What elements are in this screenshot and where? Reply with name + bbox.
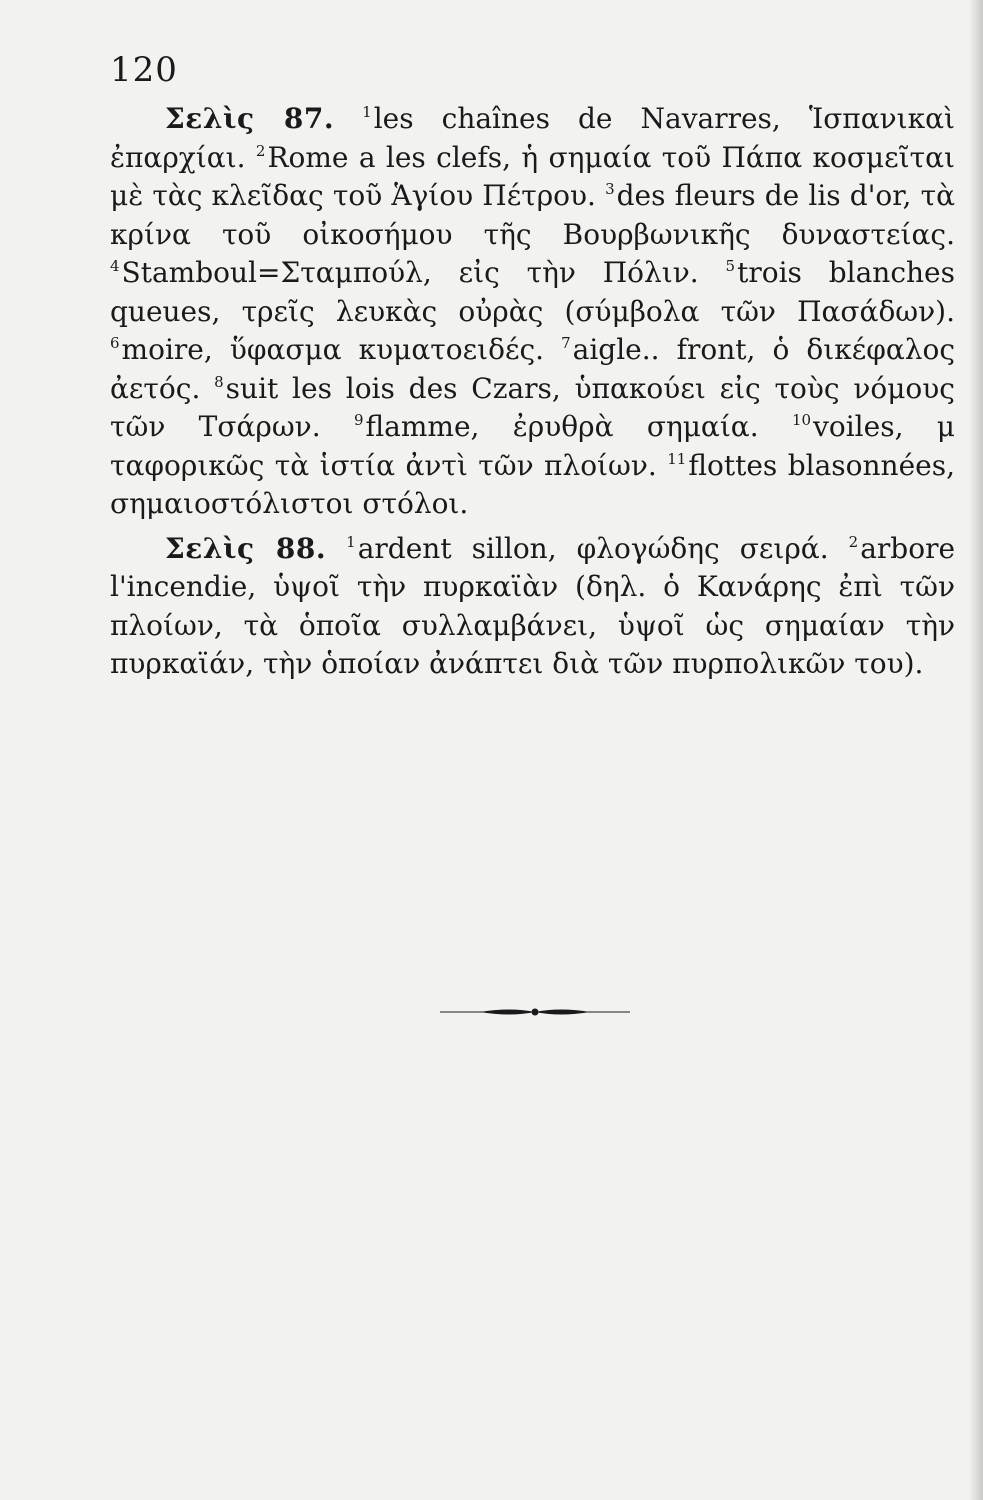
- section-87-label: Σελὶς 87.: [165, 102, 335, 135]
- section-88-notes: [110, 530, 955, 684]
- note-number: 4: [110, 257, 120, 275]
- notes-body: [110, 100, 955, 684]
- section-87-notes: [110, 100, 955, 524]
- note-text: Rome a les clefs, ἡ σημαία τοῦ Πάπα κοσμεῖται μὲ τὰς κλεῖδας τοῦ Ἁγίου Πέτρου.: [110, 140, 955, 212]
- note-number: 2: [255, 141, 266, 160]
- ornamental-rule-icon: [440, 1006, 630, 1018]
- note-number: 6: [110, 334, 120, 352]
- note-number: 7: [561, 334, 571, 352]
- note-text: trois blanches queues, τρεῖς λευκὰς οὐρὰς (σύμβολα τῶν Πασάδων).: [110, 256, 955, 328]
- note-text: flottes blasonnées, σημαιοστόλιστοι στόλοι.: [110, 448, 956, 520]
- note-number: 1: [346, 532, 356, 551]
- note-text: moire, ὕφασμα κυματοειδές.: [121, 333, 545, 366]
- note-number: 10: [791, 411, 812, 429]
- note-text: les chaînes de Navarres, Ἱσπανικαὶ ἐπαρχίαι.: [110, 102, 956, 174]
- note-text: aigle.. front, ὁ δικέφαλος ἀετός.: [110, 333, 956, 405]
- note-text: flamme, ἐρυθρὰ σημαία.: [365, 410, 759, 443]
- note-number: 1: [362, 103, 372, 121]
- page-edge-shadow: [969, 0, 983, 1500]
- note-87-9: [354, 410, 759, 443]
- note-87-4: [110, 256, 699, 289]
- note-text: Stamboul=Σταμπούλ, εἰς τὴν Πόλιν.: [121, 256, 699, 289]
- note-number: 2: [848, 532, 859, 551]
- page-number: 120: [110, 50, 178, 90]
- note-text: ardent sillon, φλογώδης σειρά.: [357, 531, 829, 565]
- note-number: 3: [605, 180, 615, 198]
- note-text: des fleurs de lis d'or, τὰ κρίνα τοῦ οἰκοσήμου τῆς Βουρβωνικῆς δυναστείας.: [110, 179, 955, 251]
- note-text: arbore l'incendie, ὑψοῖ τὴν πυρκαϊὰν (δηλ. ὁ Κανάρης ἐπὶ τῶν πλοίων, τὰ ὁποῖα συλλαμβάνει, ὑψοῖ ὡς σημαίαν τὴν πυρκαϊάν, τὴν ὁποίαν ἀνάπτει διὰ τῶν πυρπολικῶν του).: [110, 531, 956, 680]
- note-text: suit les lois des Czars, ὑπακούει εἰς τοὺς νόμους τῶν Τσάρων.: [110, 371, 955, 443]
- note-text: voiles, μ ταφορικῶς τὰ ἱστία ἀντὶ τῶν πλοίων.: [110, 410, 956, 482]
- note-number: 8: [214, 372, 224, 391]
- note-number: 9: [353, 411, 364, 429]
- section-88-label: Σελὶς 88.: [165, 531, 327, 565]
- note-number: 11: [667, 449, 687, 468]
- note-88-1: [346, 532, 828, 565]
- note-87-6: [110, 333, 544, 366]
- note-number: 5: [725, 257, 736, 275]
